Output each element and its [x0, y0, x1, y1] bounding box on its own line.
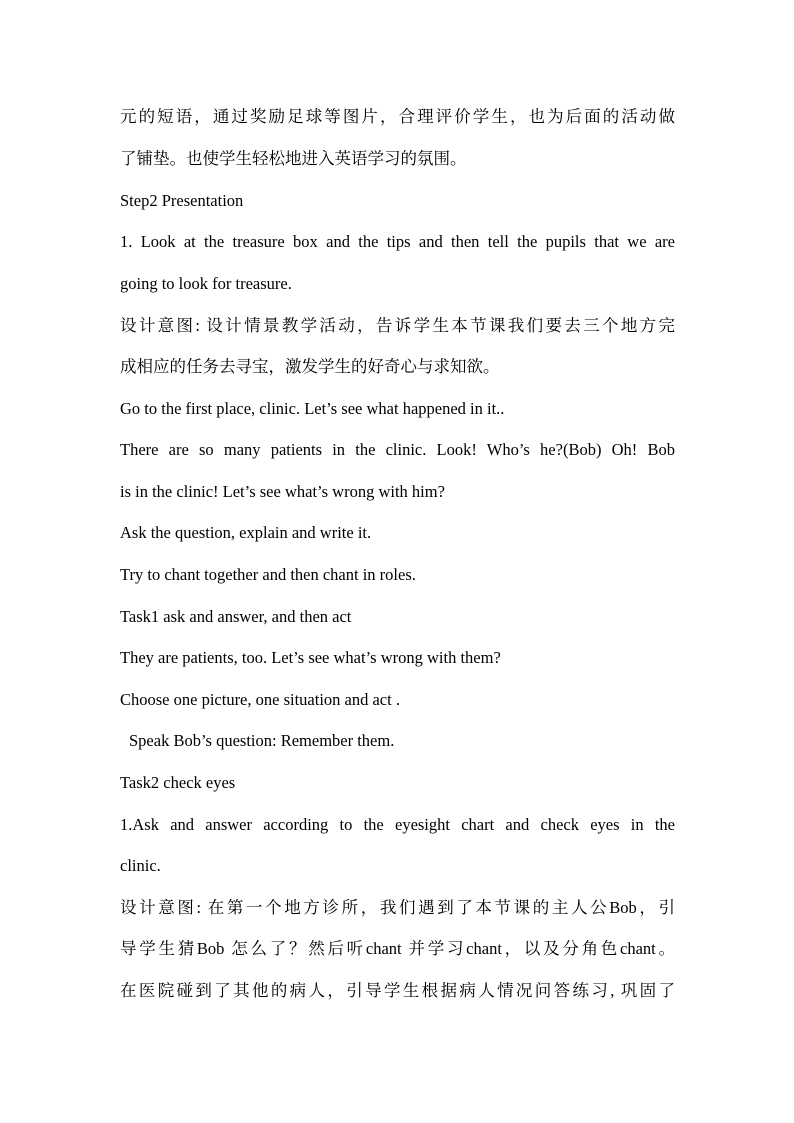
- text-line-18: 1.Ask and answer according to the eyesight chart and check eyes in the: [120, 815, 675, 834]
- text-line-2: 了铺垫。也使学生轻松地进入英语学习的氛围。: [120, 149, 467, 168]
- text-line-9: There are so many patients in the clinic. Look! Who’s he?(Bob) Oh! Bob: [120, 440, 675, 459]
- text-line-14: They are patients, too. Let’s see what’s wrong with them?: [120, 648, 501, 667]
- text-line-19: clinic.: [120, 856, 161, 875]
- design-intent2-line-3: 在医院碰到了其他的病人，引导学生根据病人情况问答练习, 巩固了: [120, 981, 675, 1000]
- text-line-4: 1. Look at the treasure box and the tips and then tell the pupils that we are: [120, 232, 675, 251]
- design-intent-line-2: 成相应的任务去寻宝，激发学生的好奇心与求知欲。: [120, 357, 500, 376]
- text-line-11: Ask the question, explain and write it.: [120, 523, 372, 542]
- text-line-1: 元的短语，通过奖励足球等图片，合理评价学生，也为后面的活动做: [120, 107, 675, 126]
- design-intent2-line-1: 设计意图: 在第一个地方诊所，我们遇到了本节课的主人公Bob，引: [120, 898, 675, 917]
- text-line-12: Try to chant together and then chant in roles.: [120, 565, 416, 584]
- text-line-16: Speak Bob’s question: Remember them.: [129, 731, 395, 750]
- text-line-10: is in the clinic! Let’s see what’s wrong with him?: [120, 482, 445, 501]
- text-line-15: Choose one picture, one situation and act .: [120, 690, 400, 709]
- design-intent2-line-2: 导学生猜Bob 怎么了？然后听chant 并学习chant，以及分角色chant。: [120, 939, 675, 958]
- text-line-5: going to look for treasure.: [120, 274, 292, 293]
- section-heading-step2: Step2 Presentation: [120, 191, 244, 210]
- task1-heading: Task1 ask and answer, and then act: [120, 607, 352, 626]
- text-line-8: Go to the first place, clinic. Let’s see what happened in it..: [120, 399, 505, 418]
- design-intent-line-1: 设计意图: 设计情景教学活动，告诉学生本节课我们要去三个地方完: [120, 316, 675, 335]
- task2-heading: Task2 check eyes: [120, 773, 236, 792]
